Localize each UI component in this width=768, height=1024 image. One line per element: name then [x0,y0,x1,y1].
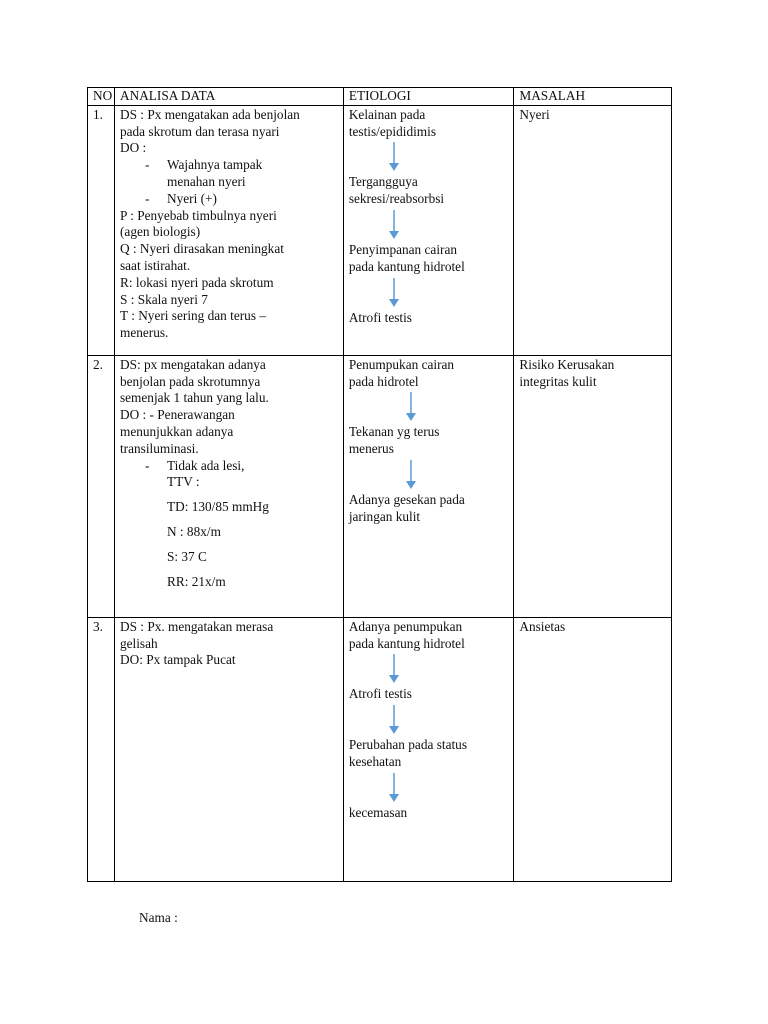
vital-sign: RR: 21x/m [166,573,226,589]
text-line: Kelainan pada [348,106,426,122]
bullet-dash: - [144,457,150,473]
bullet-item: - Tidak ada lesi, [120,458,338,475]
text-line: DS : Px. mengatakan merasa [119,618,274,634]
vital-sign: S: 37 C [166,548,207,564]
bullet-item: - Wajahnya tampak [120,157,338,174]
text-line: Tekanan yg terus [348,424,440,440]
text-line: gelisah [119,635,158,651]
down-arrow-icon [349,140,509,174]
text-line: pada kantung hidrotel [348,635,465,651]
header-masalah: MASALAH [514,88,672,106]
down-arrow-icon [349,390,509,424]
table-row [88,105,672,355]
text-line: Atrofi testis [348,309,412,325]
nama-label: Nama : [139,910,178,925]
text-line: T : Nyeri sering dan terus – [119,308,266,324]
text-line: Atrofi testis [348,686,412,702]
text-line: R: lokasi nyeri pada skrotum [119,274,274,290]
vital-sign: N : 88x/m [166,523,221,539]
text-line: testis/epididimis [348,123,436,139]
analisa-cell [114,105,343,355]
text-line: Adanya penumpukan [348,618,463,634]
etiologi-cell [343,355,514,617]
text-line: Tergangguya [348,174,418,190]
text-line: menerus [348,441,394,457]
row-number: 3. [88,617,115,881]
text-line: DO : [119,140,147,156]
text-line: semenjak 1 tahun yang lalu. [119,390,269,406]
text-line: Q : Nyeri dirasakan meningkat [119,241,284,257]
down-arrow-icon [349,458,509,492]
masalah-cell [514,355,672,617]
text-line: DO : - Penerawangan [119,407,235,423]
text-line: TTV : [166,474,200,490]
text-line: DO: Px tampak Pucat [119,652,236,668]
row-number: 1. [88,105,115,355]
masalah-cell: Ansietas [514,617,672,881]
text-line: Penumpukan cairan [348,356,455,372]
down-arrow-icon [349,703,509,737]
text-line: DS : Px mengatakan ada benjolan [119,106,300,122]
table-row [88,355,672,617]
text-line: jaringan kulit [348,508,421,524]
header-analisa: ANALISA DATA [114,88,343,106]
text-line: pada skrotum dan terasa nyari [119,123,280,139]
bullet-dash: - [144,157,150,173]
text-line: S : Skala nyeri 7 [119,291,208,307]
text-line: Penyimpanan cairan [348,241,458,257]
header-no: NO [88,88,115,106]
text-line: menahan nyeri [166,173,246,189]
text-line: Perubahan pada status [348,737,467,753]
text-line: benjolan pada skrotumnya [119,373,261,389]
etiologi-cell [343,105,514,355]
text-line: (agen biologis) [119,224,201,240]
text-line: Risiko Kerusakan [519,356,615,372]
text-line: pada hidrotel [348,373,419,389]
header-etiologi: ETIOLOGI [343,88,514,106]
table-row [88,617,672,881]
analisa-cell [114,617,343,881]
text-line: pada kantung hidrotel [348,258,465,274]
bullet-item: - Nyeri (+) [120,191,338,208]
text-line: integritas kulit [519,373,597,389]
asuhan-table [87,87,672,882]
down-arrow-icon [349,208,509,242]
text-line: DS: px mengatakan adanya [119,356,266,372]
text-line: kecemasan [348,804,408,820]
text-line: saat istirahat. [119,257,191,273]
text-line: transiluminasi. [119,440,199,456]
row-number: 2. [88,355,115,617]
down-arrow-icon [349,276,509,310]
text-line: sekresi/reabsorbsi [348,191,445,207]
vital-sign: TD: 130/85 mmHg [166,499,269,515]
header-row [88,88,672,106]
text-line: P : Penyebab timbulnya nyeri [119,207,277,223]
down-arrow-icon [349,771,509,805]
text-line: kesehatan [348,753,402,769]
bullet-dash: - [144,190,150,206]
down-arrow-icon [349,652,509,686]
text-line: menunjukkan adanya [119,423,234,439]
text-line: menerus. [119,325,169,341]
text-line: Adanya gesekan pada [348,491,465,507]
masalah-cell: Nyeri [514,105,672,355]
analisa-cell [114,355,343,617]
etiologi-cell [343,617,514,881]
